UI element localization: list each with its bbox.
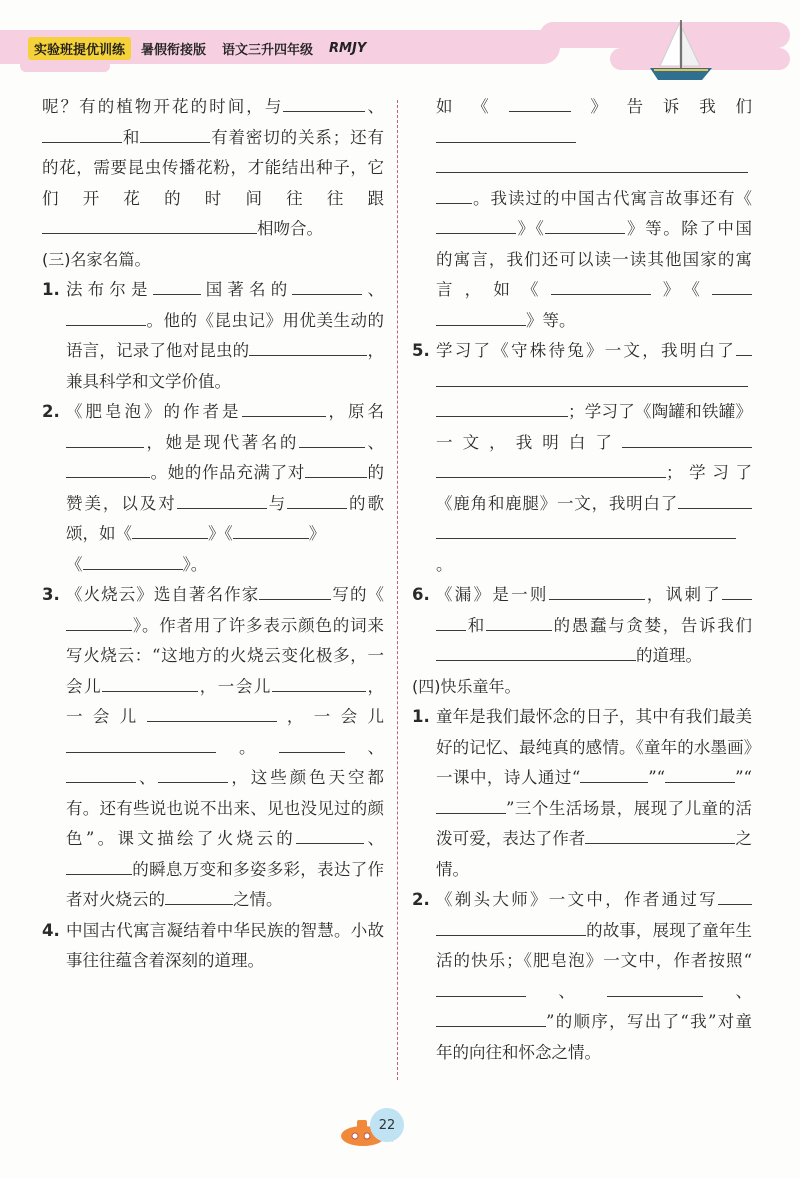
- q-text: 《漏》是一则: [436, 585, 549, 604]
- answer-blank[interactable]: [66, 429, 144, 448]
- answer-blank[interactable]: [132, 520, 208, 539]
- answer-blank[interactable]: [436, 642, 636, 661]
- q-text: 。他的《昆虫记》用优美生动的语言，记录了他对昆虫的: [66, 310, 384, 360]
- q-text: 《肥皂泡》的作者是: [66, 402, 242, 421]
- header-band-decoration: [20, 60, 110, 72]
- answer-blank[interactable]: [42, 124, 122, 143]
- section-heading-3: (三)名家名篇。: [42, 249, 151, 269]
- answer-blank[interactable]: [436, 520, 736, 539]
- question-5: [412, 336, 752, 580]
- q-text: 、: [526, 981, 608, 1001]
- q-text: 》: [308, 524, 326, 543]
- answer-blank[interactable]: [296, 825, 312, 844]
- q-text: 的瞬息万变和多姿多彩，表达了作者对火烧云的: [66, 859, 384, 909]
- question-4: [42, 916, 384, 977]
- question-number: 4.: [42, 920, 60, 940]
- answer-blank[interactable]: [712, 276, 752, 295]
- header-title: [28, 36, 366, 60]
- question-text: [436, 580, 752, 672]
- q-text: ；学习了《陶罐和铁罐》一文，我明白了: [436, 402, 752, 452]
- question-text: [436, 336, 752, 580]
- q-text: 《火烧云》选自著名作家: [66, 585, 260, 604]
- q-text: 、: [344, 737, 384, 757]
- header-brand: 实验班提优训练: [28, 37, 131, 60]
- answer-blank[interactable]: [66, 459, 150, 478]
- left-column: [42, 92, 384, 977]
- question-text: [66, 397, 384, 580]
- q-text: 童年是我们最怀念的日子，其中有我们最美好的记忆、最纯真的感情。《童年的水墨画》一课中，诗人通过“: [436, 707, 752, 787]
- answer-blank[interactable]: [678, 490, 752, 509]
- answer-blank[interactable]: [177, 490, 267, 509]
- q-text: 》等。除了中国的寓言，我们还可以读一读其他国家的寓言，如《: [436, 219, 753, 299]
- page-footer: [0, 1100, 800, 1179]
- answer-blank[interactable]: [66, 764, 136, 783]
- answer-blank[interactable]: [272, 673, 288, 692]
- question-text: 中国古代寓言凝结着中华民族的智慧。小故事往往蕴含着深刻的道理。: [66, 920, 384, 970]
- answer-blank[interactable]: [343, 93, 365, 112]
- q-text: 》。作者用了许多表示颜色的词来写火烧云：“这地方的火烧云变化极多，一会儿: [66, 615, 384, 696]
- answer-blank[interactable]: [549, 581, 645, 600]
- answer-blank[interactable]: [158, 764, 228, 783]
- answer-blank[interactable]: [165, 886, 213, 905]
- answer-blank[interactable]: [287, 490, 327, 509]
- q-text: 。: [436, 554, 453, 574]
- question-number: 2.: [412, 890, 430, 909]
- answer-blank[interactable]: [259, 581, 331, 600]
- q-text: 如《: [436, 97, 509, 116]
- answer-blank[interactable]: [66, 734, 216, 753]
- answer-blank[interactable]: [327, 490, 347, 509]
- answer-blank[interactable]: [436, 612, 466, 631]
- intro-paragraph: [42, 92, 384, 245]
- q-text: 与: [266, 493, 288, 513]
- q-text: ”“: [735, 768, 752, 787]
- answer-blank[interactable]: [436, 459, 666, 478]
- answer-blank[interactable]: [66, 307, 146, 326]
- q-text: 和: [466, 615, 486, 635]
- q-text: 。我读过的中国古代寓言故事还有《: [472, 188, 752, 208]
- answer-blank[interactable]: [305, 459, 347, 478]
- right-column: [412, 92, 752, 1068]
- q-text: 》。: [182, 554, 208, 574]
- q-text: ”的顺序，写出了“我”对童年的向往和怀念之情。: [436, 1012, 752, 1062]
- answer-blank[interactable]: [436, 154, 748, 173]
- q-text: 的道理。: [636, 646, 702, 665]
- answer-blank[interactable]: [288, 673, 366, 692]
- q-text: ，一会儿: [276, 707, 385, 726]
- q-text: 的歌颂，如《: [66, 493, 385, 543]
- sailboat-icon: [640, 18, 720, 86]
- answer-blank[interactable]: [66, 856, 132, 875]
- answer-blank[interactable]: [718, 886, 752, 905]
- q-text: 的故事，展现了童年生活的快乐；《肥皂泡》一文中，作者按照“: [436, 920, 752, 970]
- q-text: 、: [364, 829, 385, 848]
- answer-blank[interactable]: [436, 307, 526, 326]
- answer-blank[interactable]: [436, 978, 526, 997]
- q-text: ，她是现代著名的: [144, 432, 299, 452]
- column-divider: [397, 100, 398, 1080]
- answer-blank[interactable]: [140, 124, 210, 143]
- q-text: 、: [364, 432, 385, 452]
- answer-blank[interactable]: [436, 215, 516, 234]
- q-text: 、: [703, 981, 753, 1001]
- page-number: 22: [370, 1108, 404, 1142]
- q-text: 。: [216, 737, 279, 757]
- answer-blank[interactable]: [153, 276, 201, 295]
- question-r1: [412, 702, 752, 885]
- q-text: 》等。: [526, 310, 576, 330]
- header-subject: 语文三升四年级: [222, 42, 314, 58]
- answer-blank[interactable]: [436, 398, 568, 417]
- answer-blank[interactable]: [509, 93, 571, 112]
- answer-blank[interactable]: [315, 337, 367, 356]
- intro-text: 相吻合。: [257, 219, 323, 238]
- intro-text: 、: [365, 97, 385, 116]
- answer-blank[interactable]: [551, 276, 651, 295]
- q-text: 》《: [208, 524, 233, 543]
- intro-text: 和: [122, 127, 141, 147]
- answer-blank[interactable]: [242, 398, 326, 417]
- question-4-continued: [412, 92, 752, 336]
- answer-blank[interactable]: [147, 703, 277, 722]
- answer-blank[interactable]: [736, 337, 752, 356]
- q-text: ”三个生活场景，展现了儿童的活泼可爱，表达了作者: [436, 798, 752, 848]
- answer-blank[interactable]: [545, 215, 625, 234]
- answer-blank[interactable]: [292, 276, 362, 295]
- q-text: 》《: [650, 280, 713, 299]
- q-text: ”“: [648, 768, 666, 787]
- header-code: RMJY: [329, 40, 367, 56]
- question-number: 3.: [42, 585, 60, 604]
- answer-blank[interactable]: [299, 429, 365, 448]
- question-number: 1.: [412, 707, 430, 726]
- answer-blank[interactable]: [585, 825, 735, 844]
- answer-blank[interactable]: [66, 612, 132, 631]
- answer-blank[interactable]: [622, 429, 752, 448]
- q-text: ，原名: [325, 402, 384, 421]
- answer-blank[interactable]: [436, 1008, 546, 1027]
- intro-text: 有着密切的关系；还有的花，需要昆虫传播花粉，才能结出种子，它们开花的时间往往跟: [42, 127, 384, 208]
- answer-blank[interactable]: [347, 459, 367, 478]
- answer-blank[interactable]: [42, 215, 257, 234]
- answer-blank[interactable]: [249, 337, 315, 356]
- answer-blank[interactable]: [665, 764, 735, 783]
- answer-blank[interactable]: [436, 124, 576, 143]
- section-heading-4: (四)快乐童年。: [412, 676, 521, 696]
- question-text: [66, 580, 384, 916]
- answer-blank[interactable]: [436, 917, 586, 936]
- answer-blank[interactable]: [436, 185, 472, 204]
- q-text: 《剃头大师》一文中，作者通过写: [436, 890, 718, 909]
- question-6: [412, 580, 752, 672]
- answer-blank[interactable]: [486, 612, 552, 631]
- header-series: 暑假衔接版: [141, 42, 207, 58]
- answer-blank[interactable]: [312, 825, 364, 844]
- answer-blank[interactable]: [233, 520, 309, 539]
- q-text: 写的《: [331, 585, 385, 604]
- question-r2: [412, 885, 752, 1068]
- intro-text: 呢？有的植物开花的时间，与: [42, 97, 284, 116]
- page-header: [0, 0, 800, 80]
- q-text: 的赞美，以及对: [66, 463, 385, 513]
- q-text: 之情。: [233, 890, 283, 909]
- answer-blank[interactable]: [722, 581, 752, 600]
- q-text: 、: [362, 280, 385, 299]
- q-text: ，兼具科学和文学价值。: [66, 341, 385, 391]
- q-text: 》告诉我们: [570, 97, 753, 116]
- question-text: [436, 702, 752, 885]
- q-text: 法布尔是: [66, 280, 153, 299]
- q-text: 《: [66, 554, 83, 574]
- question-2: [42, 397, 384, 580]
- question-number: 6.: [412, 585, 430, 604]
- q-text: 。她的作品充满了对: [150, 463, 305, 482]
- question-number: 2.: [42, 402, 60, 421]
- q-text: ，讽刺了: [644, 585, 723, 604]
- question-text: [66, 275, 384, 397]
- answer-blank[interactable]: [436, 795, 506, 814]
- question-3: [42, 580, 384, 916]
- q-text: ，一会儿: [66, 676, 384, 726]
- question-text: [436, 885, 752, 1068]
- answer-blank[interactable]: [83, 551, 183, 570]
- q-text: 国著名的: [200, 280, 293, 299]
- q-text: 的愚蠢与贪婪，告诉我们: [551, 615, 753, 635]
- answer-blank[interactable]: [580, 764, 614, 783]
- q-text: 学习了《守株待兔》一文，我明白了: [436, 341, 736, 360]
- q-text: ；学习了《鹿角和鹿腿》一文，我明白了: [436, 463, 752, 513]
- question-number: 1.: [42, 280, 60, 299]
- question-1: [42, 275, 384, 397]
- q-text: 》《: [516, 219, 546, 238]
- q-text: 、: [136, 768, 159, 787]
- answer-blank[interactable]: [279, 734, 345, 753]
- q-text: 之情。: [436, 829, 753, 879]
- answer-blank[interactable]: [436, 368, 748, 387]
- answer-blank[interactable]: [213, 886, 233, 905]
- q-text: ，一会儿: [198, 676, 272, 696]
- answer-blank[interactable]: [283, 93, 343, 112]
- answer-blank[interactable]: [607, 978, 703, 997]
- question-number: 5.: [412, 341, 430, 360]
- q-text: ，这些颜色天空都有。还有些说也说不出来、见也没见过的颜色”。课文描绘了火烧云的: [66, 768, 385, 848]
- answer-blank[interactable]: [102, 673, 198, 692]
- answer-blank[interactable]: [614, 764, 648, 783]
